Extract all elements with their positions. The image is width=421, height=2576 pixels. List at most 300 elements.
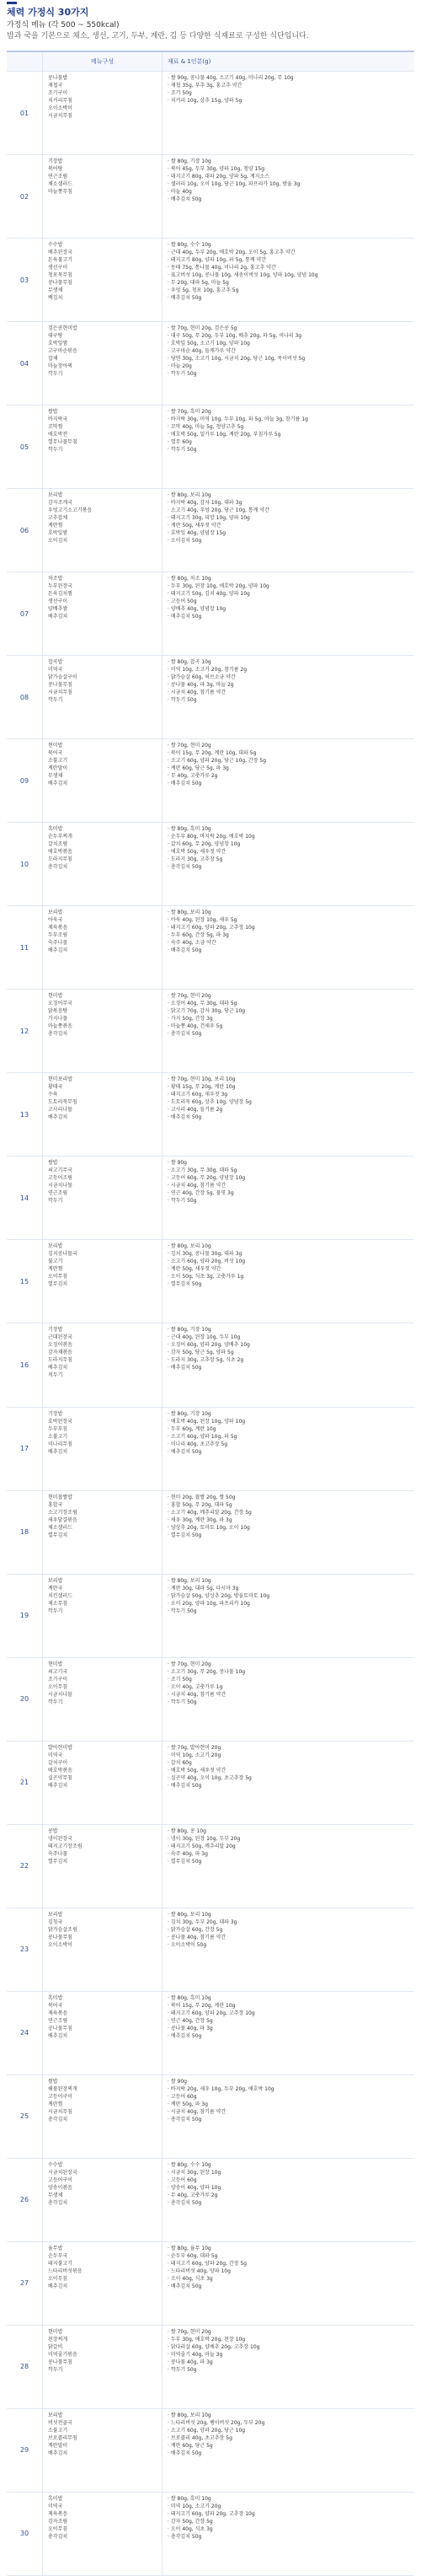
ingredient-line: · 배추김치 50g: [168, 1114, 202, 1121]
menu-item: 열무나물무침: [48, 439, 77, 446]
menu-item: 콩나물무침: [48, 682, 72, 689]
menu-item: 공나물무침: [48, 2025, 72, 2031]
ingredients-cell: [163, 2493, 414, 2575]
menu-cell: [43, 72, 163, 154]
ingredient-line: · 오이 40g, 고춧가루 1g: [168, 1683, 223, 1690]
menu-item: 갈치조림: [48, 841, 68, 848]
menu-item: 열무김치: [48, 1281, 68, 1288]
ingredient-line: · 오이 40g, 식초 3g: [168, 2525, 213, 2532]
table-row: [7, 1575, 414, 1658]
ingredient-line: · 쌀 80g, 수수 10g: [168, 2161, 211, 2168]
ingredients-cell: [163, 2242, 414, 2325]
menu-item: 쇠고기무국: [48, 1167, 72, 1174]
menu-item: 계란찜: [48, 1266, 63, 1273]
ingredient-line: · 애호박 50g, 밀가루 10g, 계란 20g, 부침가루 5g: [168, 432, 281, 438]
menu-item: 열무김치: [48, 1532, 68, 1538]
ingredient-line: · 쌀 80g, 흑미 10g: [168, 1994, 211, 2001]
ingredients-cell: [163, 1741, 414, 1824]
ingredient-line: · 쌀 70g, 현미 10g, 보리 10g: [168, 1076, 236, 1083]
ingredient-line: · 순두부 60g, 대파 5g: [168, 2252, 218, 2259]
menu-item: 소고기장조림: [48, 1509, 77, 1516]
menu-item: 오이김치: [48, 538, 68, 545]
table-row: [7, 656, 414, 739]
ingredient-line: · 고등어 60g, 무 20g, 양념장 10g: [168, 1175, 246, 1182]
menu-item: 수수밥: [48, 2161, 63, 2168]
menu-item: 쌀밥: [48, 409, 58, 416]
menu-item: 적두기: [48, 1372, 63, 1379]
menu-item: 시금치나물: [48, 1691, 72, 1698]
menu-item: 북어국: [48, 2002, 63, 2009]
menu-item: 총각김치: [48, 2116, 68, 2123]
ingredient-line: · 고등어 50g: [168, 598, 197, 605]
ingredients-cell: [163, 823, 414, 905]
ingredient-line: · 호박잎 50g, 소고기 10g, 양파 10g: [168, 341, 250, 347]
menu-cell: [43, 990, 163, 1072]
menu-item: 애호박볶음: [48, 849, 72, 856]
ingredient-line: · 소고기 40g, 우엉 20g, 당근 10g, 통깨 약간: [168, 507, 269, 514]
ingredient-line: · 바지락 40g, 감자 10g, 대파 3g: [168, 500, 242, 507]
menu-item: 감자채볶음: [48, 1350, 72, 1356]
menu-item: 콩나물무침: [48, 2359, 72, 2365]
table-row: [7, 1323, 414, 1407]
menu-item: 숙주나물: [48, 1850, 68, 1857]
ingredients-cell: [163, 322, 414, 405]
ingredient-line: · 돼지고기 60g, 양파 20g, 고추장 10g: [168, 2010, 255, 2016]
ingredient-line: · 도라지 30g, 고추장 5g: [168, 856, 223, 863]
ingredient-line: · 오이 20g, 양파 10g, 파프리카 10g: [168, 1600, 250, 1607]
day-number: 16: [7, 1323, 43, 1406]
ingredients-cell: [163, 1658, 414, 1741]
day-number: 23: [7, 1908, 43, 1991]
day-number: 02: [7, 155, 43, 238]
menu-item: 애호박전: [48, 432, 68, 438]
ingredient-line: · 배추김치 50g: [168, 196, 202, 203]
ingredient-line: · 실곤약 40g, 오이 10g, 초고추장 5g: [168, 1774, 252, 1781]
ingredient-line: · 무 40g, 고춧가루 2g: [168, 2192, 218, 2198]
menu-item: 기장밥: [48, 158, 63, 165]
menu-item: 콩밥: [48, 1827, 58, 1834]
table-row: [7, 2326, 414, 2409]
menu-item: 애호박볶음: [48, 1767, 72, 1774]
menu-item: 마늘쫑볶음: [48, 1023, 72, 1030]
day-number: 11: [7, 906, 43, 989]
ingredient-line: · 소고기 30g, 무 30g, 대파 5g: [168, 1167, 237, 1174]
ingredients-cell: [163, 2159, 414, 2241]
menu-item: 미역국: [48, 667, 63, 674]
menu-cell: [43, 1992, 163, 2074]
ingredient-line: · 근대 40g, 두부 20g, 애호박 20g, 오이 5g, 홍고추 약간: [168, 250, 296, 256]
ingredient-line: · 쌀 80g, 잡곡 10g: [168, 659, 211, 666]
ingredient-line: · 쌀 80g, 기장 10g: [168, 1410, 211, 1417]
ingredient-line: · 쌀 80g, 기장 10g: [168, 1327, 211, 1334]
ingredient-line: · 열무김치 50g: [168, 1858, 202, 1865]
menu-cell: [43, 1240, 163, 1323]
menu-item: 배추김치: [48, 1448, 68, 1455]
menu-item: 양송이볶음: [48, 2184, 72, 2191]
menu-item: 깍두기: [48, 371, 63, 378]
menu-item: 고등어구이: [48, 2093, 72, 2100]
ingredient-line: · 쌀 80g, 율무 10g: [168, 2245, 211, 2251]
header-menu-cell: 메뉴구성: [43, 52, 163, 71]
ingredient-line: · 닭다리살 60g, 양배추 20g, 고추장 10g: [168, 2343, 260, 2350]
menu-item: 황태국: [48, 1084, 63, 1091]
ingredient-line: · 배추김치 50g: [168, 947, 202, 954]
ingredient-line: · 돼지고기 30g, 피망 10g, 양파 10g: [168, 515, 250, 522]
menu-item: 북어국: [48, 750, 63, 757]
ingredients-cell: [163, 906, 414, 989]
ingredient-line: · 숙주 40g, 파 3g: [168, 1850, 208, 1857]
menu-item: 차조밥: [48, 576, 63, 582]
table-row: [7, 990, 414, 1073]
ingredient-line: · 북어 15g, 무 20g, 계란 10g, 대파 5g: [168, 750, 257, 757]
table-row: [7, 1825, 414, 1908]
ingredient-line: · 쌀 80g, 콩 10g: [168, 1827, 206, 1834]
ingredient-line: · 돼지고기 80g, 양파 10g, 파 5g, 통깨 약간: [168, 257, 267, 264]
ingredient-line: · 총각김치 50g: [168, 2533, 202, 2540]
ingredient-line: · 순두부 80g, 바지락 20g, 애호박 10g: [168, 834, 255, 840]
ingredient-line: · 돼지고기 60g, 양파 20g, 고추장 10g: [168, 2510, 255, 2517]
menu-item: 마늘쫑무침: [48, 189, 72, 196]
day-number: 17: [7, 1408, 43, 1490]
menu-item: 연근조림: [48, 174, 68, 180]
ingredient-line: · 애호박 50g, 새우젓 약간: [168, 1767, 226, 1774]
menu-item: 배추김치: [48, 2283, 68, 2289]
table-row: [7, 239, 414, 322]
ingredient-line: · 미역 10g, 소고기 20g, 참기름 2g: [168, 667, 248, 674]
ingredient-line: · 양상추 20g, 토마토 10g, 오이 10g: [168, 1524, 250, 1531]
menu-item: 시금치된장국: [48, 2169, 77, 2176]
day-number: 07: [7, 572, 43, 655]
menu-item: 배추김치: [48, 2032, 68, 2039]
menu-item: 청포묵무침: [48, 272, 72, 279]
menu-item: 고등어조림: [48, 1175, 72, 1182]
ingredient-line: · 소고기 60g, 양파 10g, 파 5g: [168, 1433, 237, 1440]
menu-cell: [43, 1575, 163, 1657]
ingredients-cell: [163, 990, 414, 1072]
menu-item: 배추김치: [48, 947, 68, 954]
menu-item: 감자조개국: [48, 500, 72, 507]
ingredients-cell: [163, 2075, 414, 2158]
menu-item: 느타리버섯볶음: [48, 2267, 83, 2274]
ingredient-line: · 숙주 40g, 소금 약간: [168, 940, 216, 947]
ingredient-line: · 소고기 60g, 양파 20g, 당근 10g, 간장 5g: [168, 758, 267, 765]
menu-item: 총각김치: [48, 1031, 68, 1038]
ingredient-line: · 미나리 40g, 초고추장 5g: [168, 1441, 228, 1447]
menu-item: 깍두기: [48, 1607, 63, 1614]
menu-table: [7, 51, 414, 2576]
table-row: [7, 1157, 414, 1240]
table-row: [7, 1073, 414, 1157]
ingredient-line: · 오이 40g, 식초 3g: [168, 2275, 213, 2282]
ingredient-line: · 조기 50g: [168, 1676, 192, 1682]
ingredient-line: · 계란 50g, 새우젓 약간: [168, 1266, 221, 1273]
table-row: [7, 489, 414, 572]
ingredient-line: · 돼지고기 60g, 새우젓 3g: [168, 1092, 228, 1098]
menu-cell: [43, 1658, 163, 1741]
menu-item: 미나리무침: [48, 1441, 72, 1447]
day-number: 06: [7, 489, 43, 572]
menu-item: 돼지불고기: [48, 2260, 72, 2267]
ingredient-line: · 브로콜리 40g, 초고추장 5g: [168, 2434, 232, 2441]
ingredient-line: · 계란 30g, 대파 5g, 다시마 3g: [168, 1585, 239, 1591]
ingredient-line: · 콩나물 40g, 파 3g, 마늘 2g: [168, 682, 234, 689]
ingredient-line: · 무 40g, 고춧가루 2g: [168, 773, 218, 780]
menu-item: 고추잡채: [48, 515, 68, 522]
table-row: [7, 72, 414, 155]
ingredient-line: · 쌀 70g, 흑미 20g: [168, 409, 211, 416]
ingredient-line: · 재첩 35g, 부추 3g, 홍고추 약간: [168, 83, 242, 89]
ingredient-line: · 냉이 30g, 된장 10g, 두부 20g: [168, 1835, 241, 1842]
menu-item: 오징어볶음: [48, 1342, 72, 1349]
menu-item: 오이소박이: [48, 1941, 72, 1948]
ingredient-line: · 열무김치 50g: [168, 1281, 202, 1288]
ingredient-line: · 미역줄기 40g, 마늘 3g: [168, 2351, 223, 2358]
menu-item: 소불고기: [48, 2427, 68, 2434]
menu-item: 쌀밥: [48, 2078, 58, 2085]
ingredient-line: · 쌀 80g, 흑미 10g: [168, 826, 211, 833]
ingredient-line: · 갈치 60g, 무 20g, 양념장 10g: [168, 841, 241, 848]
ingredient-line: · 치커리 10g, 상추 15g, 양파 5g: [168, 98, 242, 104]
ingredient-line: · 쌀 70g, 현미 20g: [168, 993, 211, 1000]
menu-item: 미역줄기볶음: [48, 2351, 77, 2358]
day-number: 01: [7, 72, 43, 154]
ingredient-line: · 쌀 70g, 현미 20g: [168, 743, 211, 749]
ingredient-line: · 돼지고기 60g, 양파 20g, 간장 5g: [168, 2260, 248, 2267]
table-row: [7, 823, 414, 906]
ingredient-line: · 두부 30g, 애호박 20g, 된장 10g: [168, 2336, 246, 2343]
menu-item: 호박된장국: [48, 1418, 72, 1425]
menu-item: 시금치나물: [48, 1183, 72, 1189]
ingredient-line: · 배추김치 50g: [168, 295, 202, 302]
page-description: 밥과 국을 기본으로 채소, 생선, 고기, 두부, 계란, 김 등 다양한 식재료로 구성한 식단입니다.: [7, 32, 309, 40]
menu-item: 흑미밥: [48, 2495, 63, 2502]
page-header: [7, 2, 414, 51]
day-number: 14: [7, 1157, 43, 1239]
menu-item: 근대된장국: [48, 1334, 72, 1341]
ingredients-cell: [163, 572, 414, 655]
table-row: [7, 1992, 414, 2075]
menu-item: 연근조림: [48, 1190, 68, 1197]
menu-item: 흑미밥: [48, 826, 63, 833]
menu-item: 배추김치: [48, 781, 68, 787]
menu-item: 오이무침: [48, 1274, 68, 1280]
ingredient-line: · 조기 50g: [168, 90, 192, 96]
ingredient-line: · 쌀 80g, 기장 10g: [168, 158, 211, 165]
menu-item: 바지락국: [48, 416, 68, 423]
menu-cell: [43, 2409, 163, 2492]
menu-item: 닭볶음탕: [48, 1008, 68, 1015]
ingredient-line: · 두부 30g, 된장 10g, 애호박 20g, 양파 10g: [168, 583, 269, 590]
ingredient-line: · 돼지고기 50g, 김치 40g, 양파 10g: [168, 591, 250, 598]
day-number: 25: [7, 2075, 43, 2158]
ingredient-line: · 쌀 70g, 현미 20g: [168, 1661, 211, 1667]
ingredient-line: · 두부 60g, 계란 10g: [168, 1425, 216, 1432]
ingredient-line: · 총각김치 50g: [168, 864, 202, 871]
menu-item: 순두부국: [48, 2252, 68, 2259]
ingredient-line: · 연근 40g, 간장 5g: [168, 2017, 213, 2024]
ingredients-cell: [163, 1491, 414, 1574]
ingredients-cell: [163, 1240, 414, 1323]
ingredient-line: · 새우 30g, 계란 30g, 파 3g: [168, 1516, 232, 1523]
ingredient-line: · 소고기 60g, 양파 20g, 당근 10g: [168, 2427, 246, 2434]
ingredient-line: · 깍두기 50g: [168, 2366, 197, 2373]
menu-item: 기장밥: [48, 1410, 63, 1417]
ingredient-line: · 쌀 80g, 보리 10g: [168, 1243, 211, 1250]
ingredient-line: · 쌀 70g, 현미 20g, 검은콩 5g: [168, 325, 237, 332]
menu-item: 제육볶음: [48, 2510, 68, 2517]
ingredient-line: · 미역 10g, 소고기 20g: [168, 2503, 221, 2509]
menu-cell: [43, 322, 163, 405]
ingredient-line: · 쌀 80g, 보리 10g: [168, 910, 211, 916]
menu-item: 두부부침: [48, 1425, 68, 1432]
menu-item: 시금치무침: [48, 113, 72, 119]
ingredient-line: · 마늘 40g: [168, 189, 192, 196]
menu-item: 도토리묵무침: [48, 1099, 77, 1106]
menu-item: 오이무침: [48, 2275, 68, 2282]
menu-item: 열무김치: [48, 1858, 68, 1865]
table-row: [7, 1658, 414, 1741]
menu-item: 대구탕: [48, 333, 63, 340]
ingredient-line: · 북어 45g, 두부 30g, 양파 10g, 청양 15g: [168, 166, 265, 173]
menu-item: 시금치무침: [48, 2108, 72, 2115]
ingredient-line: · 도토리묵 60g, 상추 10g, 양념장 5g: [168, 1099, 252, 1106]
ingredient-line: · 소고기 60g, 양파 20g, 버섯 10g: [168, 1258, 246, 1265]
menu-item: 계란찜: [48, 523, 63, 529]
ingredient-line: · 돼지고기 60g, 양파 20g, 고추장 10g: [168, 925, 255, 931]
menu-item: 보리밥: [48, 910, 63, 916]
table-row: [7, 1408, 414, 1491]
menu-cell: [43, 2242, 163, 2325]
ingredient-line: · 쌀 80g, 수수 10g: [168, 242, 211, 249]
menu-item: 소불고기: [48, 758, 68, 765]
menu-item: 배추김치: [48, 1114, 68, 1121]
ingredients-cell: [163, 72, 414, 154]
ingredient-line: · 당면 30g, 소고기 10g, 시금치 20g, 당근 10g, 목이버섯 5g: [168, 356, 306, 362]
day-number: 10: [7, 823, 43, 905]
ingredient-line: · 시금치 40g, 참기름 약간: [168, 1183, 226, 1189]
day-number: 27: [7, 2242, 43, 2325]
menu-item: 잡채: [48, 356, 58, 362]
ingredient-line: · 콩나물 40g, 참기름 약간: [168, 1934, 226, 1940]
menu-item: 오이무침: [48, 2525, 68, 2532]
ingredient-line: · 우엉 5g, 청포 10g, 홍고추 5g: [168, 287, 239, 294]
menu-item: 총각김치: [48, 2199, 68, 2206]
ingredient-line: · 느타리버섯 20g, 팽이버섯 20g, 두부 20g: [168, 2419, 265, 2426]
menu-item: 깍두기: [48, 1198, 63, 1205]
menu-item: 해물된장찌개: [48, 2085, 77, 2092]
menu-cell: [43, 2493, 163, 2575]
ingredient-line: · 배추김치 50g: [168, 1448, 202, 1455]
ingredient-line: · 깍두기 50g: [168, 371, 197, 378]
ingredient-line: · 배추김치 50g: [168, 2032, 202, 2039]
ingredients-cell: [163, 1157, 414, 1239]
ingredient-line: · 마늘 20g: [168, 363, 192, 370]
menu-item: 수육: [48, 1092, 58, 1098]
table-row: [7, 322, 414, 405]
menu-item: 기장밥: [48, 1327, 63, 1334]
menu-cell: [43, 2326, 163, 2408]
menu-item: 콩나물무침: [48, 1934, 72, 1940]
day-number: 08: [7, 656, 43, 738]
menu-cell: [43, 155, 163, 238]
menu-item: 돼지고기장조림: [48, 1843, 83, 1849]
menu-item: 계란국: [48, 1585, 63, 1591]
ingredients-cell: [163, 155, 414, 238]
menu-item: 닭갈비: [48, 2343, 63, 2350]
day-number: 21: [7, 1741, 43, 1824]
menu-item: 도라지무침: [48, 856, 72, 863]
ingredients-cell: [163, 739, 414, 822]
ingredients-cell: [163, 2409, 414, 2492]
ingredient-line: · 열무 60g: [168, 439, 192, 446]
menu-item: 김치콩나물국: [48, 1251, 77, 1258]
day-number: 30: [7, 2493, 43, 2575]
menu-item: 닭가슴살조림: [48, 1926, 77, 1933]
menu-item: 가지나물: [48, 1016, 68, 1022]
table-row: [7, 1491, 414, 1575]
ingredient-line: · 쌀 80g, 보리 10g: [168, 2412, 211, 2418]
menu-item: 잡곡밥: [48, 659, 63, 666]
ingredients-cell: [163, 239, 414, 321]
ingredients-cell: [163, 405, 414, 488]
day-number: 04: [7, 322, 43, 405]
ingredient-line: · 닭가슴살 50g, 양상추 20g, 방울토마토 10g: [168, 1592, 270, 1599]
menu-item: 현미밥: [48, 2328, 63, 2335]
ingredient-line: · 미역 10g, 소고기 20g: [168, 1752, 221, 1758]
menu-item: 돈육김치찜: [48, 591, 72, 598]
ingredient-line: · 쌀 80g, 흑미 10g: [168, 2495, 211, 2502]
menu-item: 미역국: [48, 2503, 63, 2509]
menu-cell: [43, 1741, 163, 1824]
menu-item: 무생채: [48, 287, 63, 294]
menu-cell: [43, 1408, 163, 1490]
day-number: 28: [7, 2326, 43, 2408]
day-number: 26: [7, 2159, 43, 2241]
header-day-cell: [7, 52, 43, 71]
ingredient-line: · 시금치 40g, 참기름 약간: [168, 690, 226, 696]
menu-item: 우엉고기소고기볶음: [48, 507, 93, 514]
menu-item: 오이소박이: [48, 105, 72, 111]
menu-cell: [43, 823, 163, 905]
ingredient-line: · 두부 60g, 간장 5g, 파 3g: [168, 932, 229, 939]
menu-item: 현미찹쌀밥: [48, 1494, 72, 1500]
ingredient-line: · 계란 50g, 새우젓 약간: [168, 523, 221, 529]
menu-cell: [43, 1908, 163, 1991]
ingredient-line: · 쌀 70g, 발아현미 20g: [168, 1744, 221, 1751]
menu-item: 흑미밥: [48, 1994, 63, 2001]
menu-item: 콩나물밥: [48, 75, 68, 81]
menu-item: 무생채: [48, 2192, 63, 2198]
menu-item: 보리밥: [48, 2412, 63, 2418]
ingredient-line: · 깍두기 50g: [168, 447, 197, 453]
menu-item: 두부된장국: [48, 583, 72, 590]
menu-item: 조기구이: [48, 1676, 68, 1682]
menu-item: 배추김치: [48, 1782, 68, 1789]
ingredient-line: · 쌀 70g, 현미 20g: [168, 2328, 211, 2335]
menu-item: 콩나물무침: [48, 280, 72, 287]
ingredient-line: · 계란 60g, 당근 5g, 파 3g: [168, 765, 229, 772]
menu-item: 오이무침: [48, 1683, 68, 1690]
menu-item: 깍두기: [48, 2366, 63, 2373]
header-ingredients-cell: 재료 & 1인분(g): [168, 57, 211, 65]
menu-item: 깍두기: [48, 1699, 63, 1705]
table-row: [7, 155, 414, 239]
ingredients-cell: [163, 656, 414, 738]
ingredient-line: · 깍두기 50g: [168, 1699, 197, 1705]
ingredient-line: · 돼지고기 80g, 대파 20g, 양파 5g, 계지소스: [168, 174, 270, 180]
ingredient-line: · 계란 60g, 당근 5g: [168, 2442, 213, 2449]
ingredient-line: · 열무김치 50g: [168, 1532, 202, 1538]
